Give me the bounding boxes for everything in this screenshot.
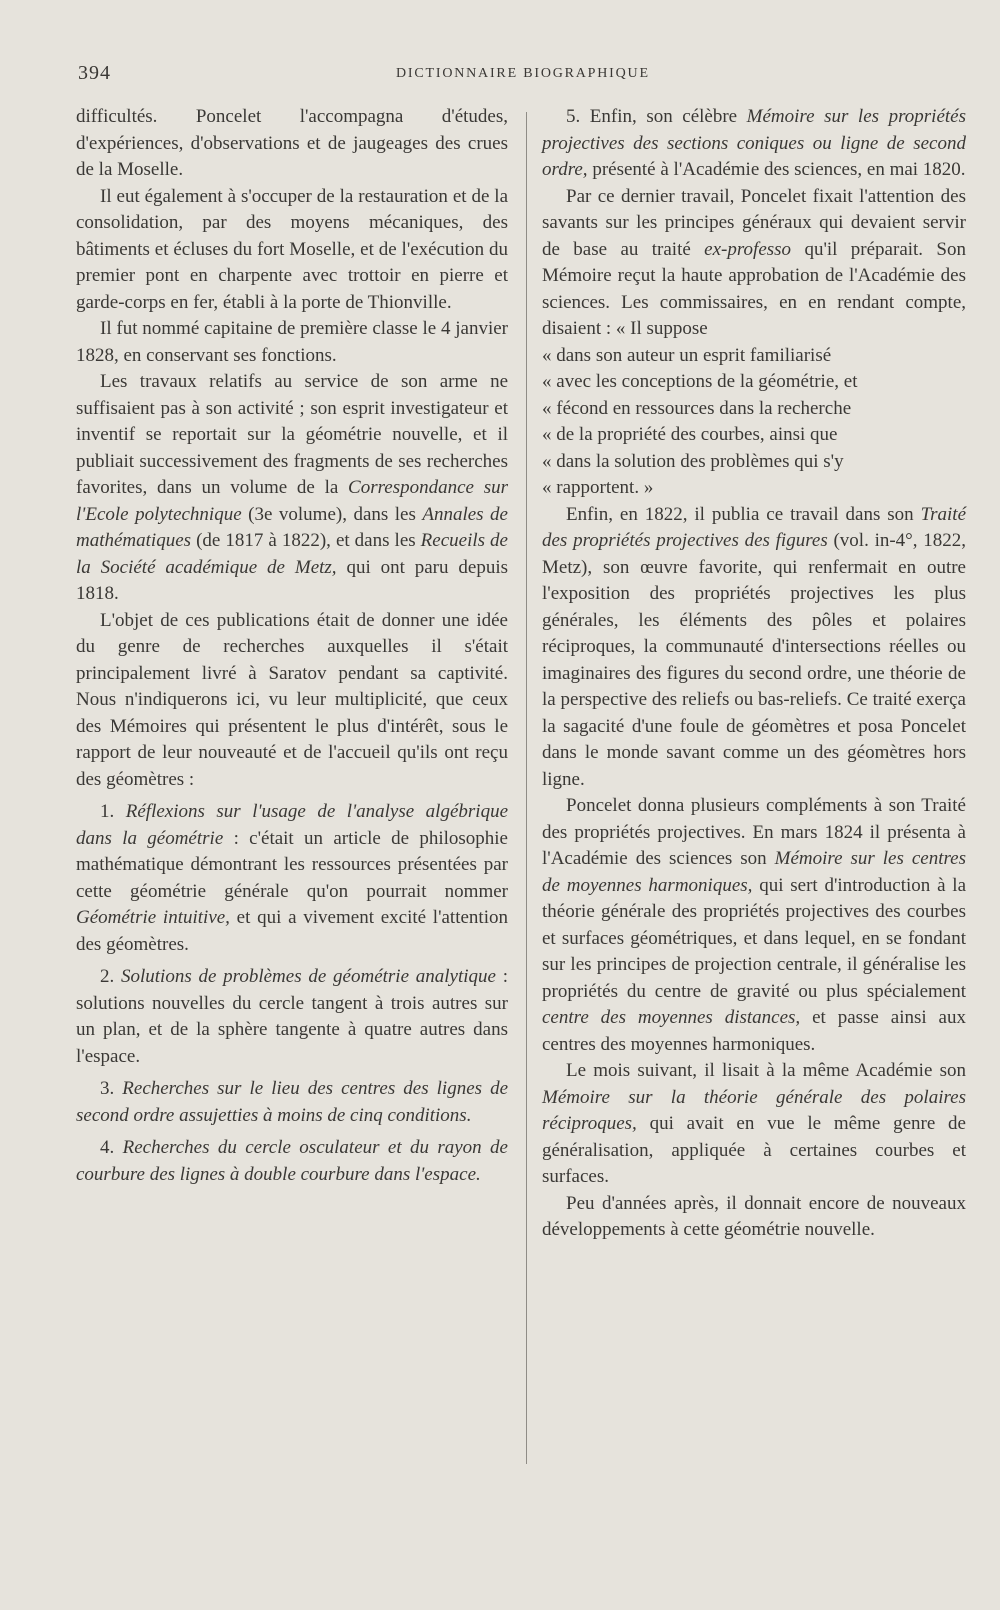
paragraph xyxy=(542,502,966,794)
italic-text: ex-professo xyxy=(704,238,792,260)
text-run: et passe ainsi aux centres des moyennes harmoniques. xyxy=(542,1007,966,1055)
text-run: Enfin, en 1822, il publia ce travail dans son xyxy=(566,503,921,525)
text-run: (de 1817 à 1822), et dans les xyxy=(191,530,421,551)
text-run: difficultés. Poncelet l'accompagna d'études, d'expériences, d'observations et de jaugeages des crues de la Moselle. xyxy=(76,106,508,180)
text-run: 3. xyxy=(100,1078,123,1099)
text-run: 2. xyxy=(100,966,121,987)
text-run: Par ce dernier travail, Poncelet fixait l'attention des savants sur les principes généraux qui devaient servir de base au traité xyxy=(542,185,966,260)
italic-text: Correspondance sur l'Ecole polytechnique xyxy=(76,477,508,525)
italic-text: Mémoire sur les propriétés projectives des sections coniques ou ligne de second ordre, xyxy=(542,106,966,180)
paragraph xyxy=(542,793,966,1058)
quote-line: « de la propriété des courbes, ainsi que xyxy=(542,424,838,445)
list-item xyxy=(76,1076,508,1129)
list-item xyxy=(76,964,508,1070)
paragraph xyxy=(542,184,966,343)
italic-text: Réflexions sur l'usage de l'analyse algébrique dans la géométrie xyxy=(76,801,509,849)
text-run: qui ont paru depuis 1818. xyxy=(76,556,508,604)
text-run: Peu d'années après, il donnait encore de nouveaux développements à cette géométrie nouvelle. xyxy=(542,1192,966,1240)
text-run: Poncelet donna plusieurs compléments à son Traité des propriétés projectives. En mars 1824 il présenta à l'Académie des sciences son xyxy=(542,795,966,869)
page-header xyxy=(78,62,978,86)
paragraph xyxy=(76,608,508,794)
quote-line: « fécond en ressources dans la recherche xyxy=(542,397,852,419)
column-divider xyxy=(526,112,527,1464)
running-title: DICTIONNAIRE BIOGRAPHIQUE xyxy=(396,66,650,81)
italic-text: Mémoire sur les centres de moyennes harmoniques, xyxy=(542,848,967,896)
text-run: : c'était un article de philosophie mathématique démontrant les ressources présentées par cette géométrie générale qu'on pourrait nommer xyxy=(76,827,508,902)
text-run: Il eut également à s'occuper de la restauration et de la consolidation, par des moyens mécaniques, des bâtiments et écluses du fort Moselle, et de l'exécution du premier pont en charpente avec trottoir en pierre et garde-corps en fer, établi à la porte de Thionville. xyxy=(76,185,508,313)
paragraph xyxy=(76,369,508,608)
italic-text: Annales de mathématiques xyxy=(76,503,508,551)
text-run: qui avait en vue le même genre de généralisation, appliquée à certaines courbes et surfaces. xyxy=(542,1113,966,1187)
text-run: (3e volume), dans les xyxy=(241,503,423,525)
paragraph xyxy=(542,1058,966,1191)
text-run: 5. Enfin, son célèbre xyxy=(566,106,747,127)
italic-text: Recherches sur le lieu des centres des lignes de second ordre assujetties à moins de cinq conditions. xyxy=(76,1078,508,1126)
left-column xyxy=(76,104,508,1188)
italic-text: Traité des propriétés projectives des figures xyxy=(542,503,966,551)
italic-text: Solutions de problèmes de géométrie analytique xyxy=(121,966,496,987)
list-item xyxy=(76,799,508,958)
italic-text: centre des moyennes distances, xyxy=(542,1007,801,1028)
text-run: Le mois suivant, il lisait à la même Académie son xyxy=(566,1060,966,1081)
text-run: 4. xyxy=(100,1137,123,1158)
quote-line: « rapportent. » xyxy=(542,477,654,498)
paragraph xyxy=(76,104,508,184)
paragraph xyxy=(76,316,508,369)
quote-line: « dans son auteur un esprit familiarisé xyxy=(542,344,832,366)
text-run: et qui a vivement excité l'attention des géomètres. xyxy=(76,907,508,955)
right-column xyxy=(542,104,966,1244)
page-number: 394 xyxy=(78,62,111,84)
text-run: Les travaux relatifs au service de son arme ne suffisaient pas à son activité ; son esprit investigateur et inventif se reportait sur la géométrie nouvelle, et il publiait successivement des fragments de ses recherches favorites, dans un volume de la xyxy=(76,371,508,498)
italic-text: Recueils de la Société académique de Metz, xyxy=(76,530,508,578)
list-item xyxy=(542,104,966,184)
italic-text: Géométrie intuitive, xyxy=(76,907,230,928)
italic-text: Recherches du cercle osculateur et du rayon de courbure des lignes à double courbure dans l'espace. xyxy=(76,1137,508,1185)
text-run: : solutions nouvelles du cercle tangent à trois autres sur un plan, et de la sphère tangente à quatre autres dans l'espace. xyxy=(76,966,508,1067)
text-run: qu'il préparait. Son Mémoire reçut la haute approbation de l'Académie des sciences. Les commissaires, en en rendant compte, disaient : « Il suppose xyxy=(542,238,967,339)
paragraph xyxy=(542,1191,966,1244)
text-run: présenté à l'Académie des sciences, en mai 1820. xyxy=(587,159,966,180)
text-run: (vol. in-4°, 1822, Metz), son œuvre favorite, qui renfermait en outre l'exposition des propriétés projectives les plus générales, les éléments des pôles et polaires réciproques, la communauté d'intersections réelles ou imaginaires des figures du second ordre, une théorie de la perspective des reliefs ou bas-reliefs. Ce traité exerça la sagacité d'une foule de géomètres et posa Poncelet dans le monde savant comme un des géomètres hors ligne. xyxy=(542,530,967,790)
text-run: qui sert d'introduction à la théorie générale des propriétés projectives des courbes et surfaces géométriques, et dans lequel, en se fondant sur les principes de projection centrale, il généralise les propriétés du centre de gravité ou plus spécialement xyxy=(542,874,967,1002)
quote-line: « dans la solution des problèmes qui s'y xyxy=(542,450,844,472)
text-run: 1. xyxy=(100,801,126,822)
text-run: L'objet de ces publications était de donner une idée du genre de recherches auxquelles il s'était principalement livré à Saratov pendant sa captivité. Nous n'indiquerons ici, vu leur multiplicité, que ceux des Mémoires qui présentent le plus d'intérêt, sous le rapport de leur nouveauté et de l'accueil qu'ils ont reçu des géomètres : xyxy=(76,609,508,790)
list-item xyxy=(76,1135,508,1188)
text-run: Il fut nommé capitaine de première classe le 4 janvier 1828, en conservant ses fonctions. xyxy=(76,318,508,366)
italic-text: Mémoire sur la théorie générale des polaires réciproques, xyxy=(542,1086,966,1134)
paragraph xyxy=(76,184,508,317)
quote-line: « avec les conceptions de la géométrie, et xyxy=(542,371,858,392)
